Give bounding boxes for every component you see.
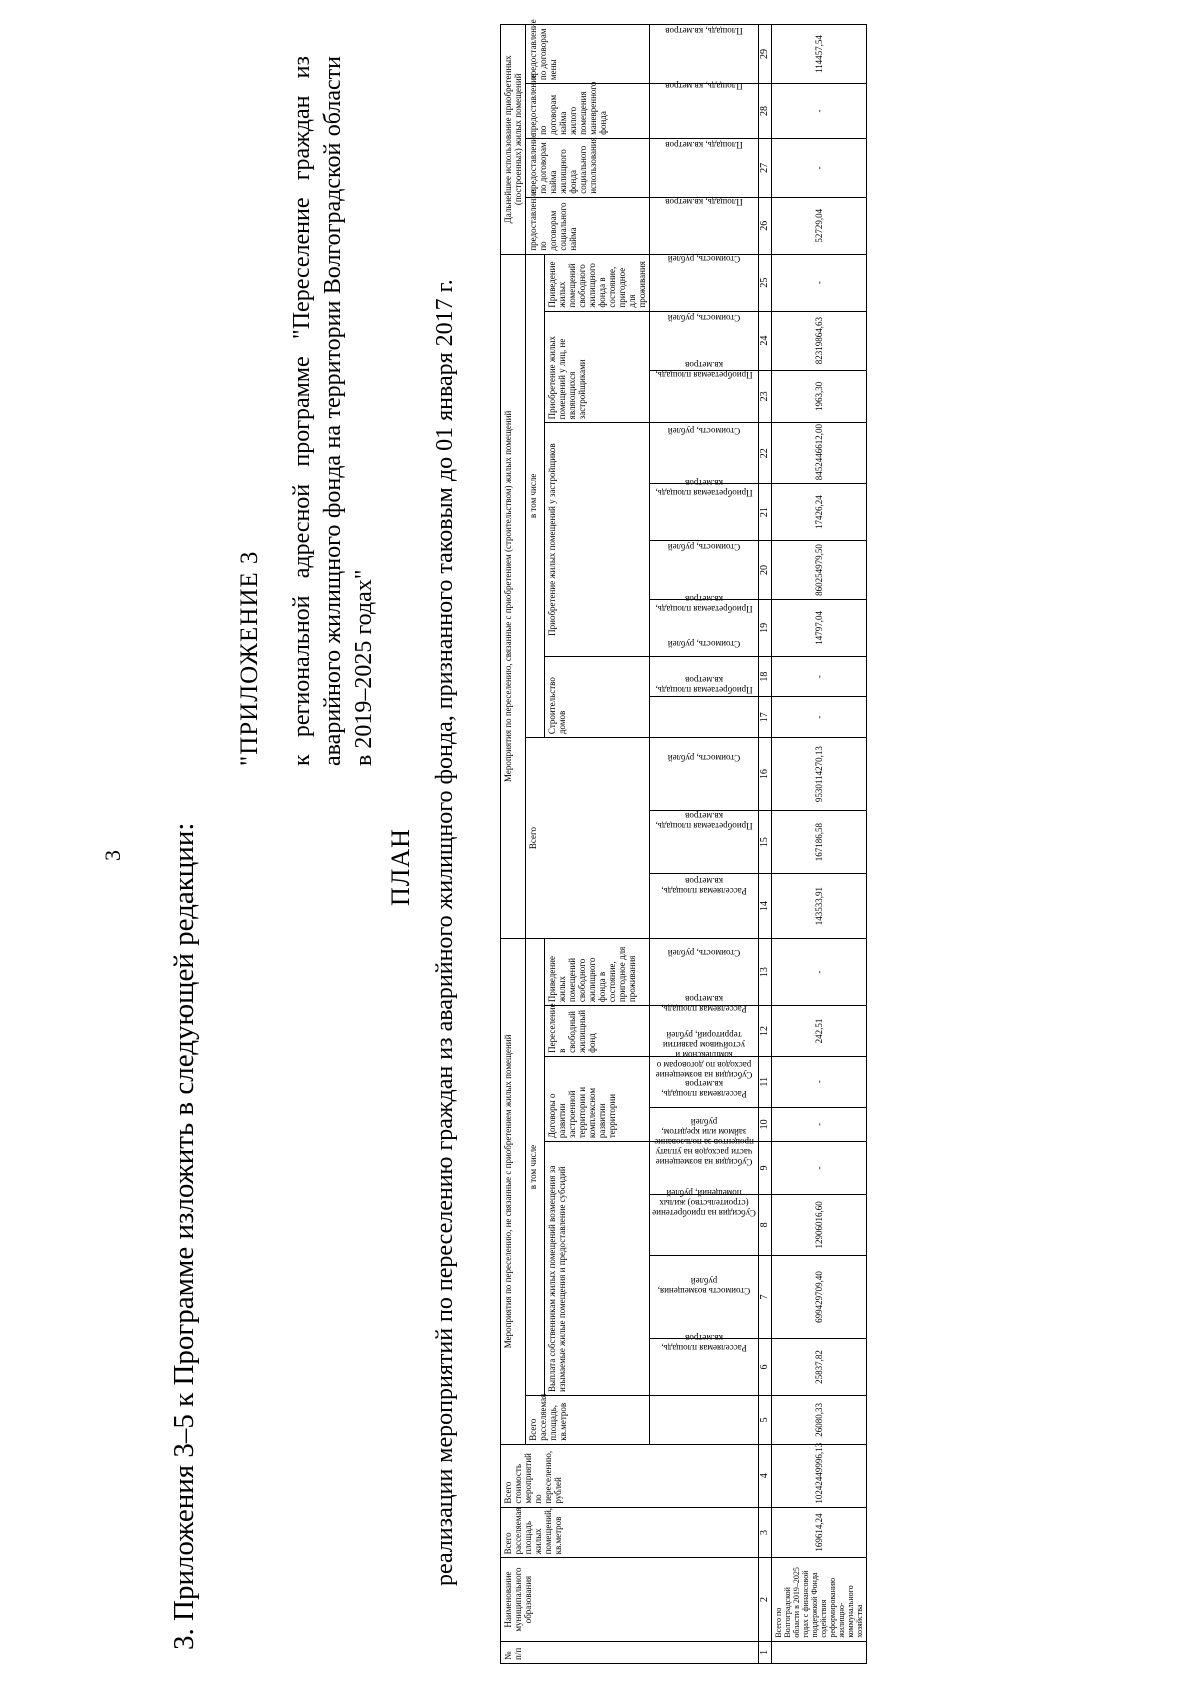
- column-number: 4: [759, 1444, 772, 1507]
- col-head-29: Площадь, кв.метров: [650, 25, 759, 84]
- subgroup-head-bringing-free-fund-2: Приведение жилых помещений свободного жилищного фонда в состояние, пригодное для проживания: [545, 254, 650, 311]
- total-row-name: Всего по Волгоградской области в 2019–2025 годах с финансовой поддержкой Фонда содействия реформированию жилищно-коммунального хозяйства: [772, 1558, 867, 1641]
- col-head-24: Стоимость, рублей: [650, 311, 759, 370]
- total-row-number: [772, 1641, 867, 1663]
- col-head-exchange: предоставление по договорам мены: [526, 25, 650, 84]
- column-number: 27: [759, 138, 772, 197]
- col-head-8: Субсидия на приобретение (строительство) жилых помещений, рублей: [650, 1194, 759, 1255]
- subgroup-head-bringing-free-fund: Приведение жилых помещений свободного жилищного фонда в состояние, пригодное для проживания: [545, 939, 650, 1006]
- plan-subtitle: реализации мероприятий по переселению граждан из аварийного жилищного фонда, признанного таковым до 01 января 2017 г.: [432, 279, 458, 1586]
- col-head-19: Приобретаемая площадь, кв.метров: [650, 599, 759, 656]
- subgroup-head-payout: Выплата собственникам жилых помещений возмещения за изымаемые жилые помещения и предоставление субсидий: [545, 1142, 650, 1396]
- col-head-social-use-rent: предоставление по договорам найма жилищного фонда социального использования: [526, 138, 650, 197]
- col-head-15: Приобретаемая площадь, кв.метров: [650, 811, 759, 874]
- total-cell: 10242449996,13: [772, 1444, 867, 1507]
- total-cell: 1963,30: [772, 370, 867, 423]
- total-cell: 25837,82: [772, 1339, 867, 1396]
- total-cell: 699429709,40: [772, 1255, 867, 1338]
- total-cell: 12906016,60: [772, 1194, 867, 1255]
- column-number: 22: [759, 423, 772, 484]
- intro-paragraph: 3. Приложения 3–5 к Программе изложить в следующей редакции:: [168, 822, 200, 1650]
- column-number: 1: [759, 1641, 772, 1663]
- total-cell: 167186,58: [772, 811, 867, 874]
- total-cell: 17426,24: [772, 484, 867, 541]
- total-cell: 9530114270,13: [772, 738, 867, 811]
- col-head-social-rent: предоставление по договорам социального найма: [526, 197, 650, 254]
- total-cell: 26080,33: [772, 1395, 867, 1444]
- col-head-5: [650, 1395, 759, 1444]
- column-number: 29: [759, 25, 772, 84]
- subgroup-head-in-that-number: в том числе: [526, 939, 545, 1396]
- col-head-total-cost: Всего стоимость мероприятий по переселению, рублей: [501, 1444, 759, 1507]
- column-number: 11: [759, 1056, 772, 1107]
- column-number: 5: [759, 1395, 772, 1444]
- column-number: 9: [759, 1142, 772, 1195]
- appendix-title: "ПРИЛОЖЕНИЕ 3: [236, 550, 263, 766]
- column-number: 19: [759, 599, 772, 656]
- col-head-total-area: Всего расселяемая площадь жилых помещений, кв.метров: [501, 1507, 759, 1558]
- col-head-6: Расселяемая площадь, кв.метров: [650, 1339, 759, 1396]
- col-head-7: Стоимость возмещения, рублей: [650, 1255, 759, 1338]
- column-number: 3: [759, 1507, 772, 1558]
- column-number-row: [759, 25, 772, 1664]
- column-number: 26: [759, 197, 772, 254]
- col-head-17: Приобретаемая площадь, кв.метров: [650, 697, 759, 738]
- group-head-not-acquire: Мероприятия по переселению, не связанные с приобретением жилых помещений: [501, 939, 526, 1445]
- col-head-maneuver-rent: предоставление по договорам найма жилого помещения маневренного фонда: [526, 84, 650, 139]
- column-number: 2: [759, 1558, 772, 1641]
- column-number: 14: [759, 874, 772, 939]
- total-cell: -: [772, 138, 867, 197]
- total-cell: 114457,54: [772, 25, 867, 84]
- total-cell: -: [772, 1056, 867, 1107]
- col-head-21: Приобретаемая площадь, кв.метров: [650, 484, 759, 541]
- column-number: 24: [759, 311, 772, 370]
- column-number: 15: [759, 811, 772, 874]
- total-cell: 82319864,63: [772, 311, 867, 370]
- col-head-na-total-area: Всего расселяемая площадь, кв.метров: [526, 1395, 650, 1444]
- column-number: 7: [759, 1255, 772, 1338]
- total-cell: -: [772, 697, 867, 738]
- column-number: 16: [759, 738, 772, 811]
- column-number: 12: [759, 1006, 772, 1057]
- col-head-13: Стоимость, рублей: [650, 939, 759, 1006]
- col-head-10: Расселяемая площадь, кв.метров: [650, 1107, 759, 1142]
- subgroup-head-from-developers: Приобретение жилых помещений у застройщиков: [545, 423, 650, 657]
- total-cell: -: [772, 254, 867, 311]
- col-head-12: Расселяемая площадь, кв.метров: [650, 1006, 759, 1057]
- col-head-27: Площадь, кв.метров: [650, 138, 759, 197]
- column-number: 13: [759, 939, 772, 1006]
- total-cell: -: [772, 939, 867, 1006]
- col-head-9: Субсидия на возмещение части расходов на уплату процентов за пользование займом или кредитом, рублей: [650, 1142, 759, 1195]
- col-head-25: Стоимость, рублей: [650, 254, 759, 311]
- total-cell: 8452446612,00: [772, 423, 867, 484]
- col-head-11: Субсидия на возмещение расходов по договорам о комплексном и устойчивом развитии территорий, рублей: [650, 1056, 759, 1107]
- column-number: 8: [759, 1194, 772, 1255]
- col-head-18: Стоимость, рублей: [650, 656, 759, 697]
- subgroup-head-non-developers: Приобретение жилых помещений у лиц, не являющихся застройщиками: [545, 311, 650, 423]
- column-number: 25: [759, 254, 772, 311]
- column-number: 10: [759, 1107, 772, 1142]
- total-cell: -: [772, 1107, 867, 1142]
- col-head-16: Стоимость, рублей: [650, 738, 759, 811]
- total-cell: 52729,04: [772, 197, 867, 254]
- col-head-28: Площадь, кв.метров: [650, 84, 759, 139]
- total-cell: 860254979,50: [772, 541, 867, 600]
- col-head-20: Стоимость, рублей: [650, 541, 759, 600]
- column-number: 6: [759, 1339, 772, 1396]
- total-row: [772, 25, 867, 1664]
- plan-title: ПЛАН: [386, 828, 415, 906]
- group-head-acquire: Мероприятия по переселению, связанные с приобретением (строительством) жилых помещений: [501, 254, 526, 938]
- subgroup-head-total: Всего: [526, 738, 650, 939]
- column-number: 21: [759, 484, 772, 541]
- col-head-22: Стоимость, рублей: [650, 423, 759, 484]
- col-head-14: Расселяемая площадь, кв.метров: [650, 874, 759, 939]
- total-cell: 143533,91: [772, 874, 867, 939]
- total-cell: -: [772, 84, 867, 139]
- col-head-26: Площадь, кв.метров: [650, 197, 759, 254]
- col-head-number: № п/п: [501, 1641, 759, 1663]
- total-cell: 14797,04: [772, 599, 867, 656]
- column-number: 18: [759, 656, 772, 697]
- subgroup-head-free-fund: Переселение в свободный жилищный фонд: [545, 1006, 650, 1057]
- subgroup-head-in-that-number-2: в том числе: [526, 254, 545, 737]
- group-head-further-use: Дальнейшее использование приобретенных (построенных) жилых помещений: [501, 25, 526, 255]
- page-number: 3: [100, 850, 125, 861]
- column-number: 28: [759, 84, 772, 139]
- appendix-text: к региональной адресной программе "Переселение граждан из аварийного жилищного фонда на территории Волгоградской области в 2019–2025 годах": [289, 56, 377, 766]
- total-cell: 242,51: [772, 1006, 867, 1057]
- plan-table: [500, 19, 867, 1664]
- column-number: 23: [759, 370, 772, 423]
- total-cell: -: [772, 656, 867, 697]
- column-number: 20: [759, 541, 772, 600]
- subgroup-head-construction: Строительство домов: [545, 656, 650, 737]
- total-cell: -: [772, 1142, 867, 1195]
- col-head-municipality: Наименование муниципального образования: [501, 1558, 759, 1641]
- col-head-23: Приобретаемая площадь, кв.метров: [650, 370, 759, 423]
- total-cell: 169614,24: [772, 1507, 867, 1558]
- column-number: 17: [759, 697, 772, 738]
- subgroup-head-development-agreements: Договоры о развитии застроенной территории и комплексном развитии территории: [545, 1056, 650, 1141]
